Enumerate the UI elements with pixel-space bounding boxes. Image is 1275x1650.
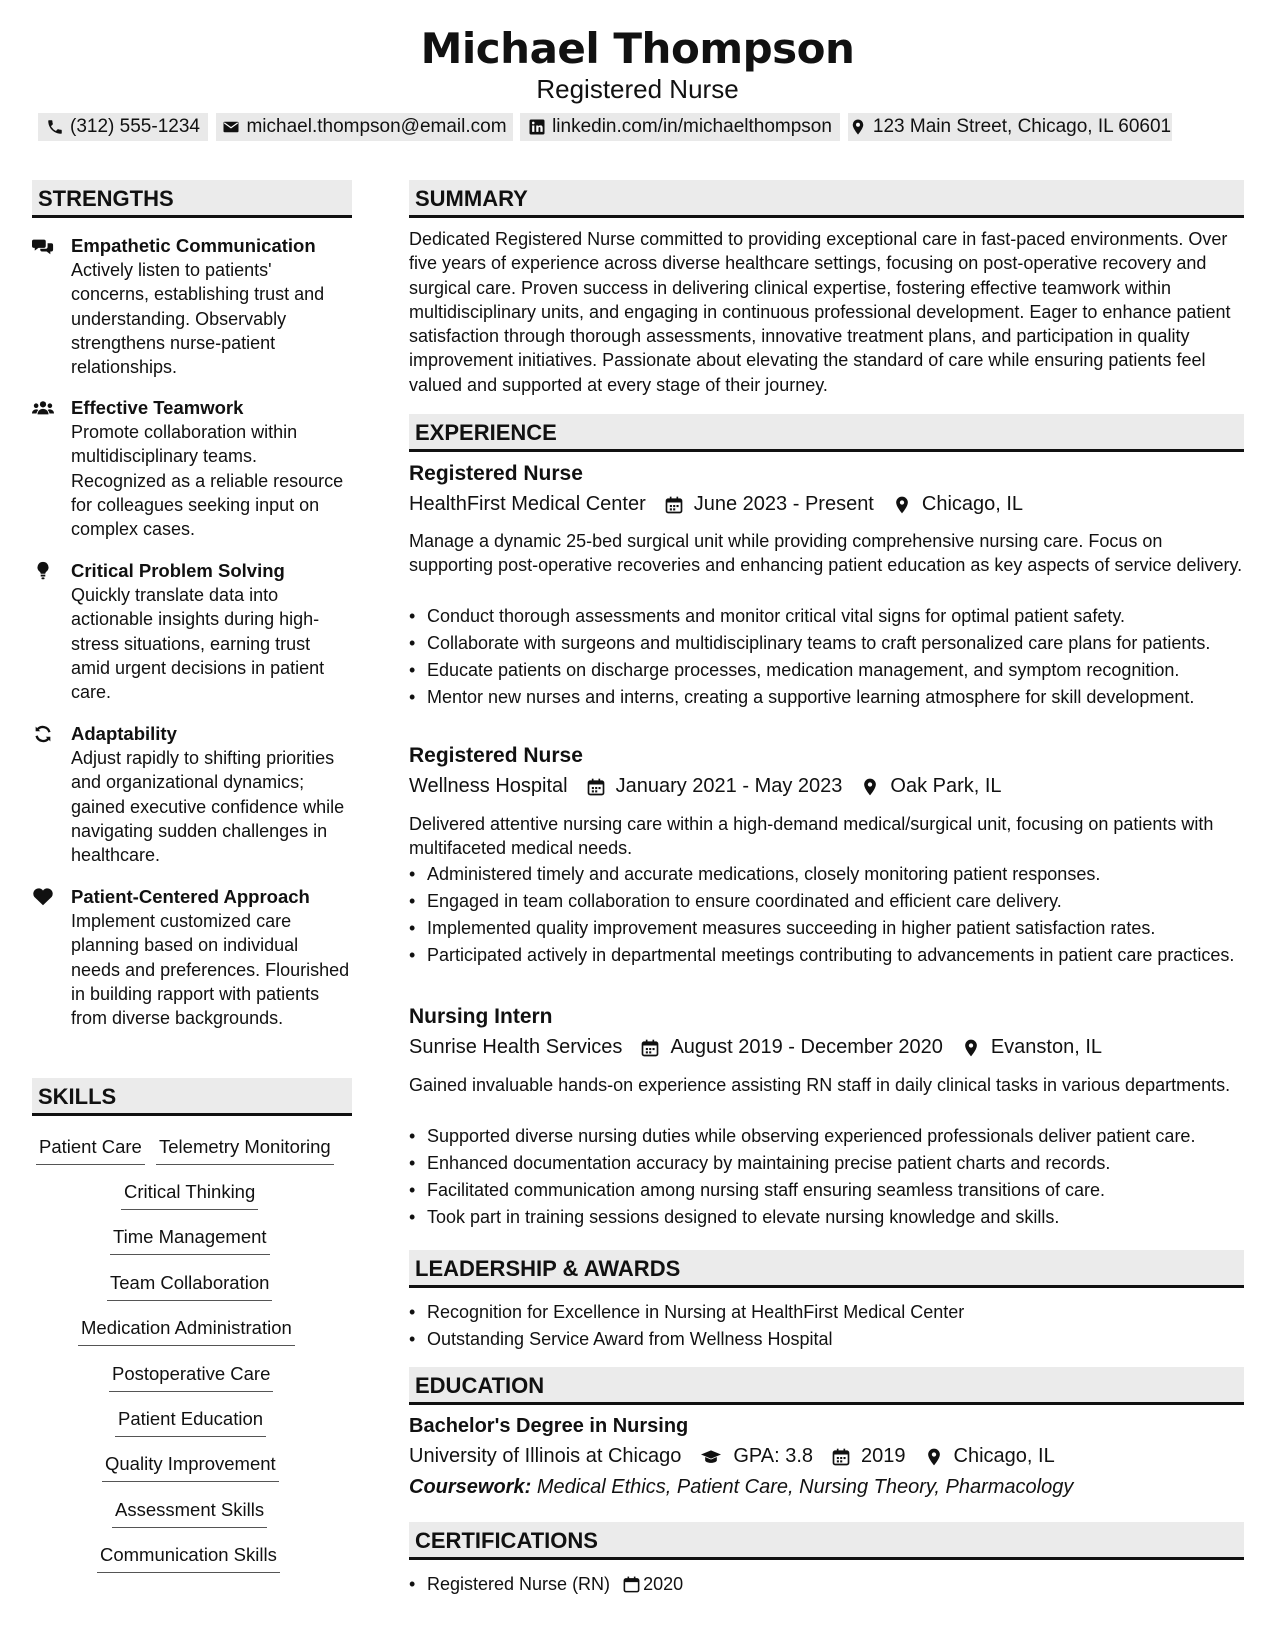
map-marker-icon	[860, 777, 880, 797]
coursework-label: Coursework:	[409, 1476, 532, 1498]
strength-item: Effective Teamwork Promote collaboration within multidisciplinary teams. Recognized as a reliable resource for colleagues seeking input on complex cases.	[32, 396, 352, 541]
job-dates: August 2019 - December 2020	[670, 1036, 943, 1058]
school-name: University of Illinois at Chicago	[409, 1445, 682, 1467]
summary-header: SUMMARY	[409, 180, 1244, 218]
list-item: • Mentor new nurses and interns, creating a supportive learning atmosphere for skill development.	[409, 685, 1244, 709]
email-text: michael.thompson@email.com	[246, 116, 507, 137]
map-marker-icon	[924, 1447, 944, 1467]
job-bullets	[409, 1124, 1244, 1232]
list-item: • Outstanding Service Award from Wellness Hospital	[409, 1327, 1244, 1351]
certifications-list	[409, 1572, 1244, 1599]
candidate-title: Registered Nurse	[536, 74, 739, 104]
contact-email[interactable]	[216, 113, 513, 141]
list-item	[409, 1572, 1244, 1596]
phone-icon	[46, 118, 64, 136]
job-dates: January 2021 - May 2023	[615, 775, 843, 797]
company-name: Sunrise Health Services	[409, 1036, 623, 1058]
strength-item: Adaptability Adjust rapidly to shifting priorities and organizational dynamics; gained executive confidence while navigating sudden challenges in healthcare.	[32, 722, 352, 867]
contact-phone[interactable]	[38, 113, 208, 141]
skill-tag: Postoperative Care	[109, 1361, 273, 1392]
calendar-icon	[622, 1575, 641, 1594]
coursework	[409, 1476, 1073, 1499]
certification-name: • Registered Nurse (RN)	[427, 1574, 611, 1594]
list-item: • Engaged in team collaboration to ensure coordinated and efficient care delivery.	[409, 889, 1244, 913]
skills-header: SKILLS	[32, 1078, 352, 1116]
phone-text: (312) 555-1234	[70, 116, 200, 137]
job-meta	[409, 1036, 1102, 1059]
skill-tag: Medication Administration	[78, 1315, 295, 1346]
skill-tag: Quality Improvement	[102, 1451, 279, 1482]
skill-tag: Assessment Skills	[112, 1497, 267, 1528]
company-name: Wellness Hospital	[409, 775, 568, 797]
list-item: • Supported diverse nursing duties while observing experienced professionals deliver patient care.	[409, 1124, 1244, 1148]
skill-tag: Patient Education	[115, 1406, 266, 1437]
job-location: Evanston, IL	[990, 1036, 1103, 1058]
strength-item: Empathetic Communication Actively listen to patients' concerns, establishing trust and understanding. Observably strengthens nurse-patient relationships.	[32, 234, 352, 379]
contact-address	[848, 113, 1172, 141]
linkedin-text: linkedin.com/in/michaelthompson	[552, 116, 832, 137]
sync-icon	[32, 724, 56, 744]
calendar-icon	[664, 495, 684, 515]
skill-tag: Critical Thinking	[121, 1179, 258, 1210]
company-name: HealthFirst Medical Center	[409, 493, 646, 515]
list-item: • Conduct thorough assessments and monitor critical vital signs for optimal patient safety.	[409, 604, 1244, 628]
certifications-header: CERTIFICATIONS	[409, 1522, 1244, 1560]
heart-icon	[32, 887, 56, 907]
list-item: • Collaborate with surgeons and multidisciplinary teams to craft personalized care plans for patients.	[409, 631, 1244, 655]
gpa: GPA: 3.8	[733, 1445, 814, 1467]
job-meta	[409, 775, 1002, 798]
job-title: Registered Nurse	[409, 744, 583, 767]
strengths-header: STRENGTHS	[32, 180, 352, 218]
education-location: Chicago, IL	[953, 1445, 1055, 1467]
calendar-icon	[831, 1447, 851, 1467]
list-item: • Participated actively in departmental meetings contributing to advancements in patient care practices.	[409, 943, 1244, 967]
job-bullets	[409, 604, 1244, 712]
job-location: Oak Park, IL	[890, 775, 1002, 797]
education-meta	[409, 1445, 1055, 1468]
contact-bar	[38, 113, 1238, 141]
calendar-icon	[640, 1038, 660, 1058]
calendar-icon	[586, 777, 606, 797]
linkedin-icon	[528, 118, 546, 136]
summary-text: Dedicated Registered Nurse committed to providing exceptional care in fast-paced environments. Over five years of experience across diverse healthcare settings, focusing on post-operative recovery and surgical care. Proven success in delivering clinical expertise, fostering effective teamwork within multidisciplinary units, and engaging in continuous professional development. Eager to enhance patient satisfaction through thorough assessments, innovative treatment plans, and participation in quality improvement initiatives. Passionate about elevating the standard of care while ensuring patients feel valued and supported at every stage of their journey.	[409, 229, 1231, 395]
education-header: EDUCATION	[409, 1367, 1244, 1405]
job-title: Nursing Intern	[409, 1005, 553, 1028]
job-description: Gained invaluable hands-on experience assisting RN staff in daily clinical tasks in various departments.	[409, 1075, 1231, 1095]
skill-tag: Team Collaboration	[107, 1270, 272, 1301]
certification-year: 2020	[643, 1574, 684, 1594]
comments-icon	[32, 236, 56, 256]
envelope-icon	[222, 118, 240, 136]
map-marker-icon	[849, 118, 867, 136]
skill-tag: Patient Care	[36, 1134, 145, 1165]
candidate-name: Michael Thompson	[420, 24, 855, 73]
job-location: Chicago, IL	[921, 493, 1024, 515]
map-marker-icon	[892, 495, 912, 515]
job-bullets	[409, 862, 1244, 970]
coursework-list: Medical Ethics, Patient Care, Nursing Theory, Pharmacology	[536, 1476, 1074, 1498]
address-text: 123 Main Street, Chicago, IL 60601	[872, 116, 1172, 137]
users-icon	[32, 398, 56, 418]
job-description: Delivered attentive nursing care within a high-demand medical/surgical unit, focusing on patients with multifaceted medical needs.	[409, 814, 1214, 859]
list-item: • Implemented quality improvement measures succeeding in higher patient satisfaction rates.	[409, 916, 1244, 940]
lightbulb-icon	[32, 561, 56, 581]
list-item: • Facilitated communication among nursing staff ensuring seamless transitions of care.	[409, 1178, 1244, 1202]
awards-list	[409, 1300, 1244, 1354]
contact-linkedin[interactable]	[520, 113, 840, 141]
list-item: • Recognition for Excellence in Nursing at HealthFirst Medical Center	[409, 1300, 1244, 1324]
skill-tag: Telemetry Monitoring	[156, 1134, 334, 1165]
list-item: • Enhanced documentation accuracy by maintaining precise patient charts and records.	[409, 1151, 1244, 1175]
leadership-header: LEADERSHIP & AWARDS	[409, 1250, 1244, 1288]
strength-item: Critical Problem Solving Quickly translate data into actionable insights during high-stress situations, earning trust amid urgent decisions in patient care.	[32, 559, 352, 704]
job-dates: June 2023 - Present	[693, 493, 874, 515]
list-item: • Administered timely and accurate medications, closely monitoring patient responses.	[409, 862, 1244, 886]
strength-item: Patient-Centered Approach Implement customized care planning based on individual needs and preferences. Flourished in building rapport with patients from diverse backgrounds.	[32, 885, 352, 1030]
job-meta	[409, 493, 1023, 516]
experience-header: EXPERIENCE	[409, 414, 1244, 452]
graduation-year: 2019	[861, 1445, 906, 1467]
map-marker-icon	[961, 1038, 981, 1058]
skill-tag: Communication Skills	[97, 1542, 280, 1573]
degree-title: Bachelor's Degree in Nursing	[409, 1415, 689, 1437]
graduation-cap-icon	[699, 1447, 723, 1467]
list-item: • Took part in training sessions designed to elevate nursing knowledge and skills.	[409, 1205, 1244, 1229]
job-title: Registered Nurse	[409, 462, 583, 485]
job-description: Manage a dynamic 25-bed surgical unit while providing comprehensive nursing care. Focus on supporting post-operative recoveries and enhancing patient education as key aspects of service delivery.	[409, 531, 1243, 576]
skill-tag: Time Management	[110, 1224, 270, 1255]
list-item: • Educate patients on discharge processes, medication management, and symptom recognition.	[409, 658, 1244, 682]
